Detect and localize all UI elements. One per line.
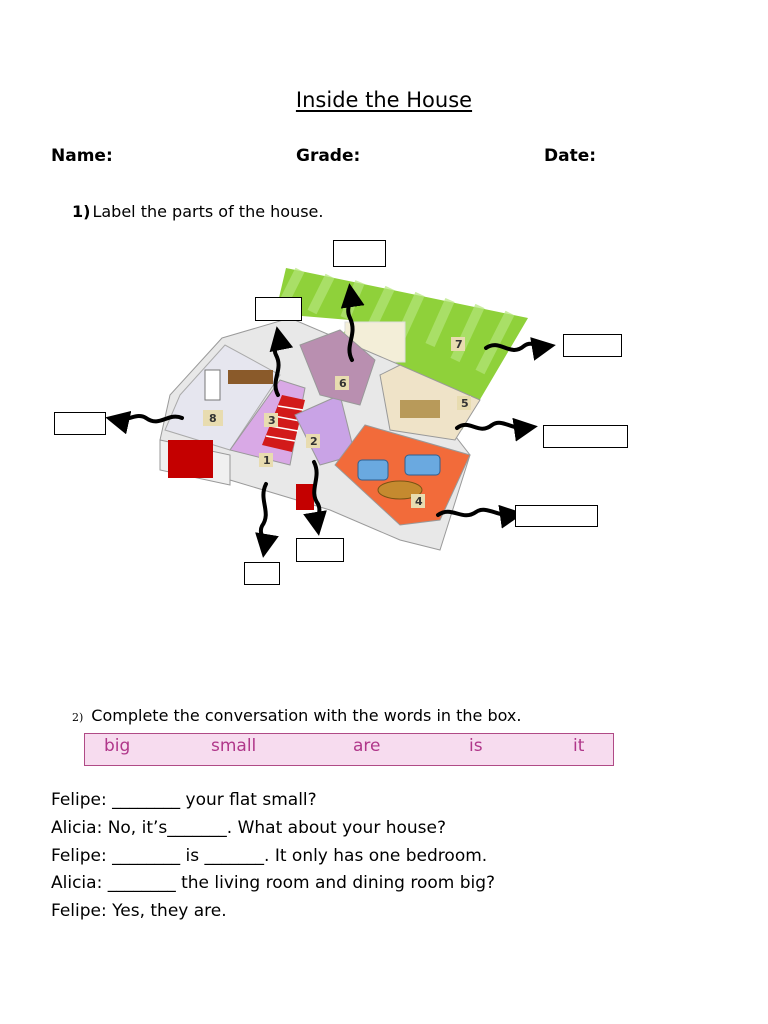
label-box-garage[interactable] — [54, 412, 106, 435]
question-2-number: 2) — [72, 711, 84, 724]
question-1 — [72, 202, 323, 221]
label-box-garden-top[interactable] — [333, 240, 386, 267]
conversation-line-4: Alicia: ________ the living room and dining room big? — [51, 873, 496, 893]
label-box-living-room[interactable] — [515, 505, 598, 527]
room-number-6: 6 — [339, 377, 347, 390]
date-label: Date: — [544, 146, 597, 166]
room-number-2: 2 — [310, 435, 318, 448]
arrow-dining-right — [457, 423, 526, 429]
room-number-8: 8 — [209, 412, 217, 425]
conversation-line-3: Felipe: ________ is _______. It only has one bedroom. — [51, 846, 488, 866]
conversation-line-1: Felipe: ________ your flat small? — [51, 790, 317, 810]
conversation-line-2: Alicia: No, it’s_______. What about your house? — [51, 818, 447, 838]
conversation-line-5: Felipe: Yes, they are. — [51, 901, 227, 921]
room-number-7: 7 — [455, 338, 463, 351]
label-box-entrance[interactable] — [244, 562, 280, 585]
label-box-kitchen[interactable] — [255, 297, 302, 321]
question-1-number: 1) — [72, 202, 91, 221]
word-small: small — [211, 736, 257, 756]
house-illustration — [40, 230, 660, 600]
word-is: is — [469, 736, 483, 756]
arrow-entrance-down — [261, 484, 266, 546]
room-number-4: 4 — [415, 495, 423, 508]
question-1-text: Label the parts of the house. — [92, 202, 324, 221]
word-box — [84, 733, 614, 766]
room-number-5: 5 — [461, 397, 469, 410]
name-label: Name: — [51, 146, 113, 166]
page-title: Inside the House — [295, 88, 473, 112]
room-number-1: 1 — [263, 454, 271, 467]
word-big: big — [104, 736, 131, 756]
word-are: are — [353, 736, 381, 756]
question-2 — [72, 706, 521, 725]
question-2-text: Complete the conversation with the words in the box. — [91, 706, 522, 725]
label-box-garden[interactable] — [563, 334, 622, 357]
word-it: it — [573, 736, 585, 756]
label-box-dining-room[interactable] — [543, 425, 628, 448]
room-number-3: 3 — [268, 414, 276, 427]
grade-label: Grade: — [296, 146, 361, 166]
garage-door — [168, 440, 213, 478]
label-box-hall[interactable] — [296, 538, 344, 562]
